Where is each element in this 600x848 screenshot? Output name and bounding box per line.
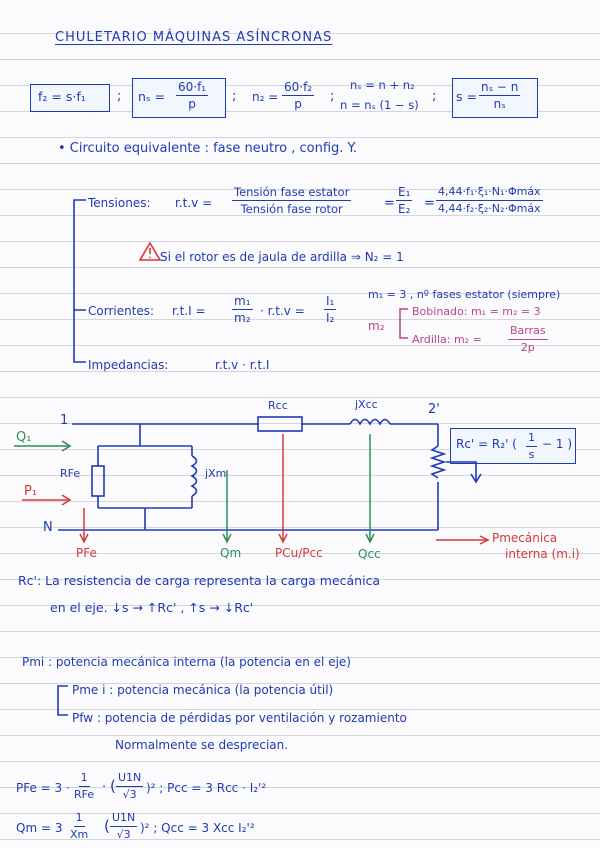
jxm-label: jXm	[205, 467, 227, 480]
p1-label: P₁	[24, 484, 38, 499]
barras-denominator: 2p	[520, 341, 535, 354]
qm-formula-tail: )² ; Qcc = 3 Xcc I₂'²	[140, 821, 255, 835]
qcc-label: Qcc	[358, 547, 381, 561]
pmi-heading: Pmi : potencia mecánica interna (la potencia en el eje)	[22, 655, 351, 669]
rc-left: Rc' = R₂' (	[456, 437, 517, 451]
pcu-arrow	[279, 434, 287, 542]
ns-left: nₛ =	[138, 89, 166, 104]
q1-arrow	[14, 441, 70, 451]
xcc-inductor	[350, 420, 390, 425]
separator: ;	[117, 89, 122, 104]
jxcc-label: jXcc	[355, 398, 378, 411]
qm-u-denominator: √3	[116, 828, 131, 841]
barras-numerator: Barras	[508, 324, 548, 340]
equals: =	[384, 196, 395, 211]
pfw-note: Pfw : potencia de pérdidas por ventilación y rozamiento	[72, 711, 407, 725]
open-paren: (	[104, 817, 110, 835]
s-numerator: nₛ − n	[481, 80, 519, 94]
pfe-numerator: 1	[79, 771, 90, 787]
qm-u-numerator: U1N	[110, 811, 137, 827]
rc-numerator: 1	[526, 431, 537, 447]
page-title: CHULETARIO MÁQUINAS ASÍNCRONAS	[55, 30, 333, 45]
rc-note-line2: en el eje. ↓s → ↑Rc' , ↑s → ↓Rc'	[50, 600, 254, 615]
q1-label: Q₁	[16, 430, 32, 445]
n2-left: n₂ =	[252, 90, 279, 104]
pfe-u-numerator: U1N	[116, 771, 143, 787]
qm-label: Qm	[220, 546, 242, 560]
neglect-note: Normalmente se desprecian.	[115, 738, 289, 752]
rcc-label: Rcc	[268, 399, 288, 412]
bobinado-note: Bobinado: m₁ = m₂ = 3	[412, 305, 541, 318]
ns-sum: nₛ = n + n₂	[350, 78, 415, 92]
n2-denominator: p	[294, 97, 302, 111]
pmi-bracket	[58, 686, 68, 715]
tension-denominator: Tensión fase rotor	[240, 202, 343, 216]
open-paren: (	[110, 777, 116, 795]
i-numerator: I₁	[326, 294, 335, 308]
qm-numerator: 1	[74, 811, 85, 827]
m2-bracket	[400, 309, 408, 338]
pmi-label: Pmecánica	[492, 531, 558, 545]
pfe-arrow	[80, 508, 88, 542]
impedancias-formula: r.t.v · r.t.I	[215, 358, 270, 372]
p1-arrow	[22, 495, 70, 505]
separator: ;	[432, 89, 437, 104]
n2-numerator: 60·f₂	[284, 80, 313, 94]
pfe-denominator: RFe	[74, 788, 95, 801]
m1-note: m₁ = 3 , nº fases estator (siempre)	[368, 288, 561, 301]
n-equation: n = nₛ (1 − s)	[340, 98, 419, 112]
pme-note: Pme i : potencia mecánica (la potencia útil)	[72, 683, 334, 697]
rfe-resistor	[92, 466, 104, 496]
rcc-resistor	[258, 417, 302, 431]
ns-numerator: 60·f₁	[178, 80, 207, 94]
m-numerator: m₁	[234, 294, 251, 308]
e-denominator: E₂	[398, 202, 411, 216]
equals: =	[424, 196, 435, 211]
tensiones-label: Tensiones:	[88, 196, 151, 210]
pfe-formula-tail: )² ; Pcc = 3 Rcc · I₂'²	[146, 781, 267, 795]
warning-text: Si el rotor es de jaula de ardilla ⇒ N₂ = 1	[160, 250, 404, 264]
s-left: s =	[456, 89, 477, 104]
ns-denominator: p	[188, 97, 196, 111]
pfe-dot: ·	[102, 780, 107, 795]
pfe-u-denominator: √3	[122, 788, 137, 801]
node-2prime: 2'	[428, 402, 440, 417]
ardilla-note: Ardilla: m₂ =	[412, 333, 482, 346]
pfe-formula-left: PFe = 3 ·	[16, 781, 70, 795]
equivalent-circuit	[58, 417, 481, 530]
pmi-label-2: interna (m.i)	[505, 547, 580, 561]
warning-icon	[140, 243, 160, 260]
k-denominator: 4,44·f₂·ξ₂·N₂·Φmáx	[438, 202, 541, 215]
rti-label: r.t.I =	[172, 304, 206, 318]
m-denominator: m₂	[234, 311, 251, 325]
impedancias-label: Impedancias:	[88, 358, 169, 372]
k-numerator: 4,44·f₁·ξ₁·N₁·Φmáx	[436, 185, 543, 201]
f2-formula: f₂ = s·f₁	[38, 89, 86, 104]
rc-load-resistor	[432, 446, 444, 478]
node-N: N	[43, 520, 53, 535]
i-denominator: I₂	[326, 311, 335, 325]
rtv-mid: · r.t.v =	[260, 304, 305, 318]
pfe-label: PFe	[76, 546, 97, 560]
qm-arrow	[223, 470, 231, 542]
qm-denominator: Xm	[70, 828, 89, 841]
rfe-label: RFe	[60, 467, 81, 480]
node-1: 1	[60, 413, 69, 428]
section-bracket	[74, 200, 86, 362]
rc-note-line1: Rc': La resistencia de carga representa la carga mecánica	[18, 573, 381, 588]
qcc-arrow	[366, 434, 374, 542]
pmi-arrow	[436, 536, 488, 544]
m2-label: m₂	[368, 319, 385, 333]
separator: ;	[330, 89, 335, 104]
rtv-label: r.t.v =	[175, 196, 213, 210]
pcu-label: PCu/Pcc	[275, 546, 323, 560]
separator: ;	[232, 89, 237, 104]
s-denominator: nₛ	[493, 97, 506, 111]
qm-formula-left: Qm = 3	[16, 821, 63, 835]
tension-numerator: Tensión fase estator	[234, 185, 350, 199]
xm-inductor	[192, 456, 197, 496]
rc-denominator: s	[528, 448, 535, 461]
rc-right: − 1 )	[542, 437, 572, 451]
e-numerator: E₁	[398, 185, 411, 199]
corrientes-label: Corrientes:	[88, 304, 155, 318]
circuit-note: • Circuito equivalente : fase neutro , config. Y.	[58, 141, 357, 156]
